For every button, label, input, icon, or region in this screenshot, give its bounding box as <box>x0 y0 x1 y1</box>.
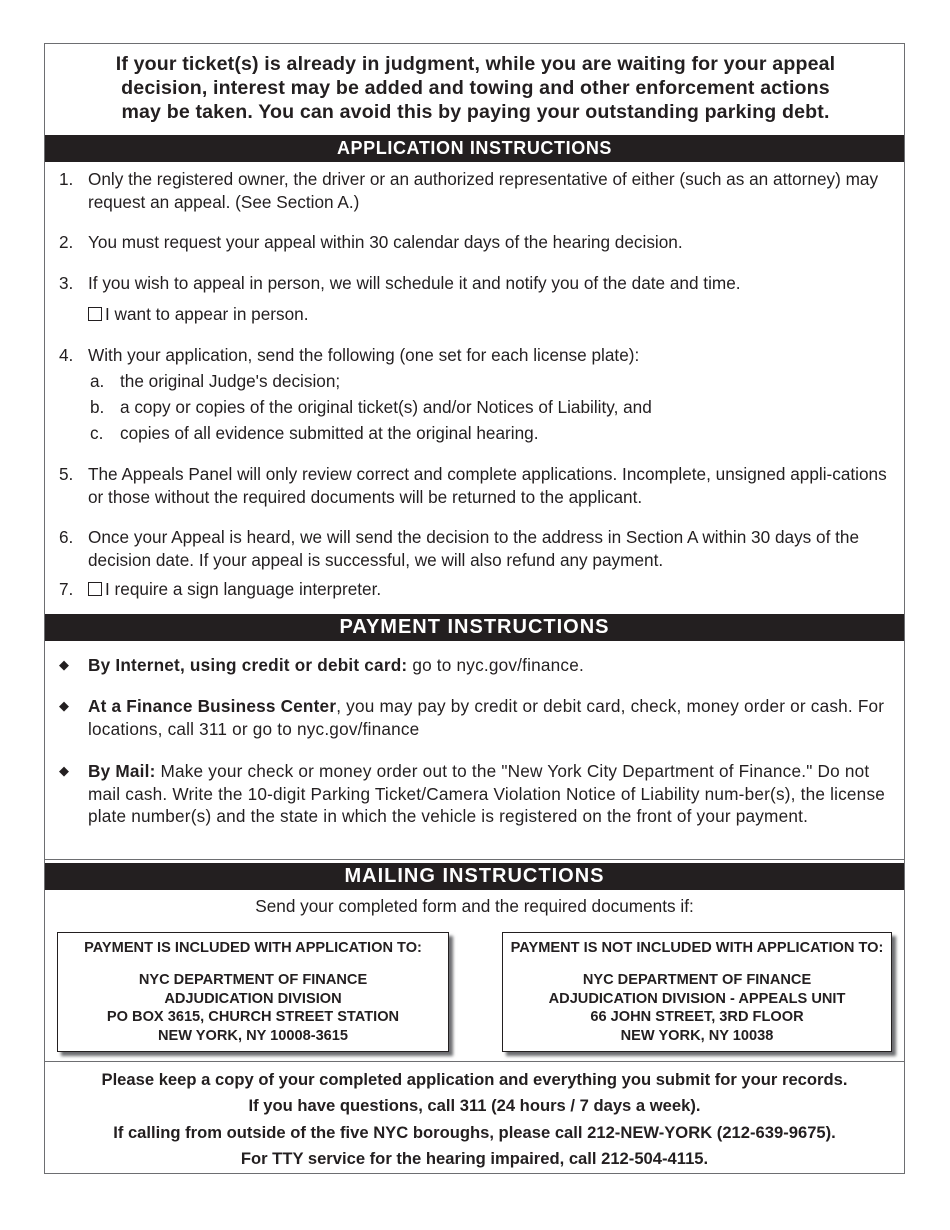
address-line: NYC DEPARTMENT OF FINANCE <box>138 972 368 988</box>
subitem-letter: c. <box>90 423 104 443</box>
address-box-title: PAYMENT IS NOT INCLUDED WITH APPLICATION TO: <box>510 940 884 956</box>
subitem-text: the original Judge's decision; <box>120 371 341 391</box>
contact-footer <box>45 1067 904 1172</box>
payment-option-mail <box>59 760 899 828</box>
address-line: NEW YORK, NY 10008-3615 <box>157 1027 349 1044</box>
payment-method: At a Finance Business Center <box>88 696 337 716</box>
address-line: ADJUDICATION DIVISION <box>164 990 342 1007</box>
footer-line: Please keep a copy of your completed application and everything you submit for your records. <box>101 1070 848 1089</box>
item-number: 5. <box>59 464 74 484</box>
payment-option-internet <box>59 654 899 677</box>
instruction-item-4 <box>59 344 899 367</box>
item-number: 1. <box>59 169 74 189</box>
subitem-a <box>90 370 340 392</box>
checkbox-label: I require a sign language interpreter. <box>105 579 382 599</box>
instruction-item-1 <box>59 168 899 213</box>
address-line: NEW YORK, NY 10038 <box>620 1027 774 1044</box>
instruction-item-6 <box>59 526 899 571</box>
item-text: With your application, send the following (one set for each license plate): <box>88 345 640 365</box>
subitem-letter: a. <box>90 371 105 391</box>
payment-option-business-center <box>59 695 899 740</box>
mailing-instructions-header: MAILING INSTRUCTIONS <box>45 863 904 890</box>
warning-line: If your ticket(s) is already in judgment, while you are waiting for your appeal <box>115 53 836 75</box>
instruction-item-5 <box>59 463 899 508</box>
section-divider <box>45 1061 904 1062</box>
appear-in-person-checkbox[interactable] <box>88 307 102 321</box>
item-number: 6. <box>59 527 74 547</box>
payment-instructions-header: PAYMENT INSTRUCTIONS <box>45 614 904 641</box>
subitem-b <box>90 396 652 418</box>
mailing-intro: Send your completed form and the required documents if: <box>255 896 694 916</box>
mailing-address <box>503 971 891 1045</box>
diamond-bullet-icon: ◆ <box>59 763 70 778</box>
application-instructions-header: APPLICATION INSTRUCTIONS <box>45 135 904 162</box>
address-box-payment-included <box>57 932 449 1052</box>
item-number: 7. <box>59 579 74 599</box>
item-text: Once your Appeal is heard, we will send the decision to the address in Section A within 30 days of the decision date. If your appeal is successful, we will also refund any payment. <box>88 527 860 570</box>
interpreter-checkbox[interactable] <box>88 582 102 596</box>
address-line: 66 JOHN STREET, 3RD FLOOR <box>590 1009 804 1025</box>
subitem-text: a copy or copies of the original ticket(s) and/or Notices of Liability, and <box>120 397 652 417</box>
address-line: ADJUDICATION DIVISION - APPEALS UNIT <box>548 990 846 1007</box>
payment-method: By Mail: <box>88 761 156 781</box>
diamond-bullet-icon: ◆ <box>59 698 70 713</box>
form-frame <box>44 43 905 1174</box>
payment-details: , you may pay by credit or debit card, check, money order or cash. For locations, call 311 or go to nyc.gov/finance <box>88 696 885 739</box>
item-text: If you wish to appeal in person, we will schedule it and notify you of the date and time. <box>88 273 741 293</box>
payment-details: go to nyc.gov/finance. <box>407 655 584 675</box>
subitem-letter: b. <box>90 397 105 417</box>
subitem-c <box>90 422 538 444</box>
mailing-address <box>58 971 448 1045</box>
diamond-bullet-icon: ◆ <box>59 657 70 672</box>
footer-line: For TTY service for the hearing impaired, call 212-504-4115. <box>240 1148 709 1168</box>
instruction-item-7[interactable] <box>59 578 899 601</box>
address-box-title: PAYMENT IS INCLUDED WITH APPLICATION TO: <box>84 940 422 956</box>
subitem-text: copies of all evidence submitted at the original hearing. <box>120 423 539 443</box>
item-text: The Appeals Panel will only review correct and complete applications. Incomplete, unsigned appli-cations or those without the required documents will be returned to the applicant. <box>88 464 887 507</box>
payment-details: Make your check or money order out to the "New York City Department of Finance." Do not mail cash. Write the 10-digit Parking Ticket/Camera Violation Notice of Liability num-ber(s), the license plate number(s) and the state in which the vehicle is registered on the front of your payment. <box>88 761 885 826</box>
footer-line: If calling from outside of the five NYC boroughs, please call 212-NEW-YORK (212-639-9675). <box>113 1122 836 1142</box>
footer-line: If you have questions, call 311 (24 hours / 7 days a week). <box>248 1096 701 1116</box>
item-text: You must request your appeal within 30 calendar days of the hearing decision. <box>88 232 683 252</box>
item-text: Only the registered owner, the driver or an authorized representative of either (such as an attorney) may request an appeal. (See Section A.) <box>88 169 879 212</box>
warning-line: may be taken. You can avoid this by paying your outstanding parking debt. <box>121 101 830 123</box>
judgment-warning <box>45 52 906 124</box>
address-line: PO BOX 3615, CHURCH STREET STATION <box>106 1009 400 1025</box>
address-line: NYC DEPARTMENT OF FINANCE <box>582 972 812 988</box>
item-number: 4. <box>59 345 74 365</box>
instruction-item-3 <box>59 272 899 325</box>
interpreter-option[interactable] <box>88 578 899 601</box>
address-box-payment-not-included <box>502 932 892 1052</box>
instruction-item-2 <box>59 231 899 254</box>
warning-line: decision, interest may be added and towing and other enforcement actions <box>121 77 830 99</box>
checkbox-label: I want to appear in person. <box>105 303 309 324</box>
appear-in-person-option[interactable] <box>88 303 899 326</box>
item-number: 2. <box>59 232 74 252</box>
payment-method: By Internet, using credit or debit card: <box>88 655 408 675</box>
item-number: 3. <box>59 273 74 293</box>
section-divider <box>45 859 904 860</box>
